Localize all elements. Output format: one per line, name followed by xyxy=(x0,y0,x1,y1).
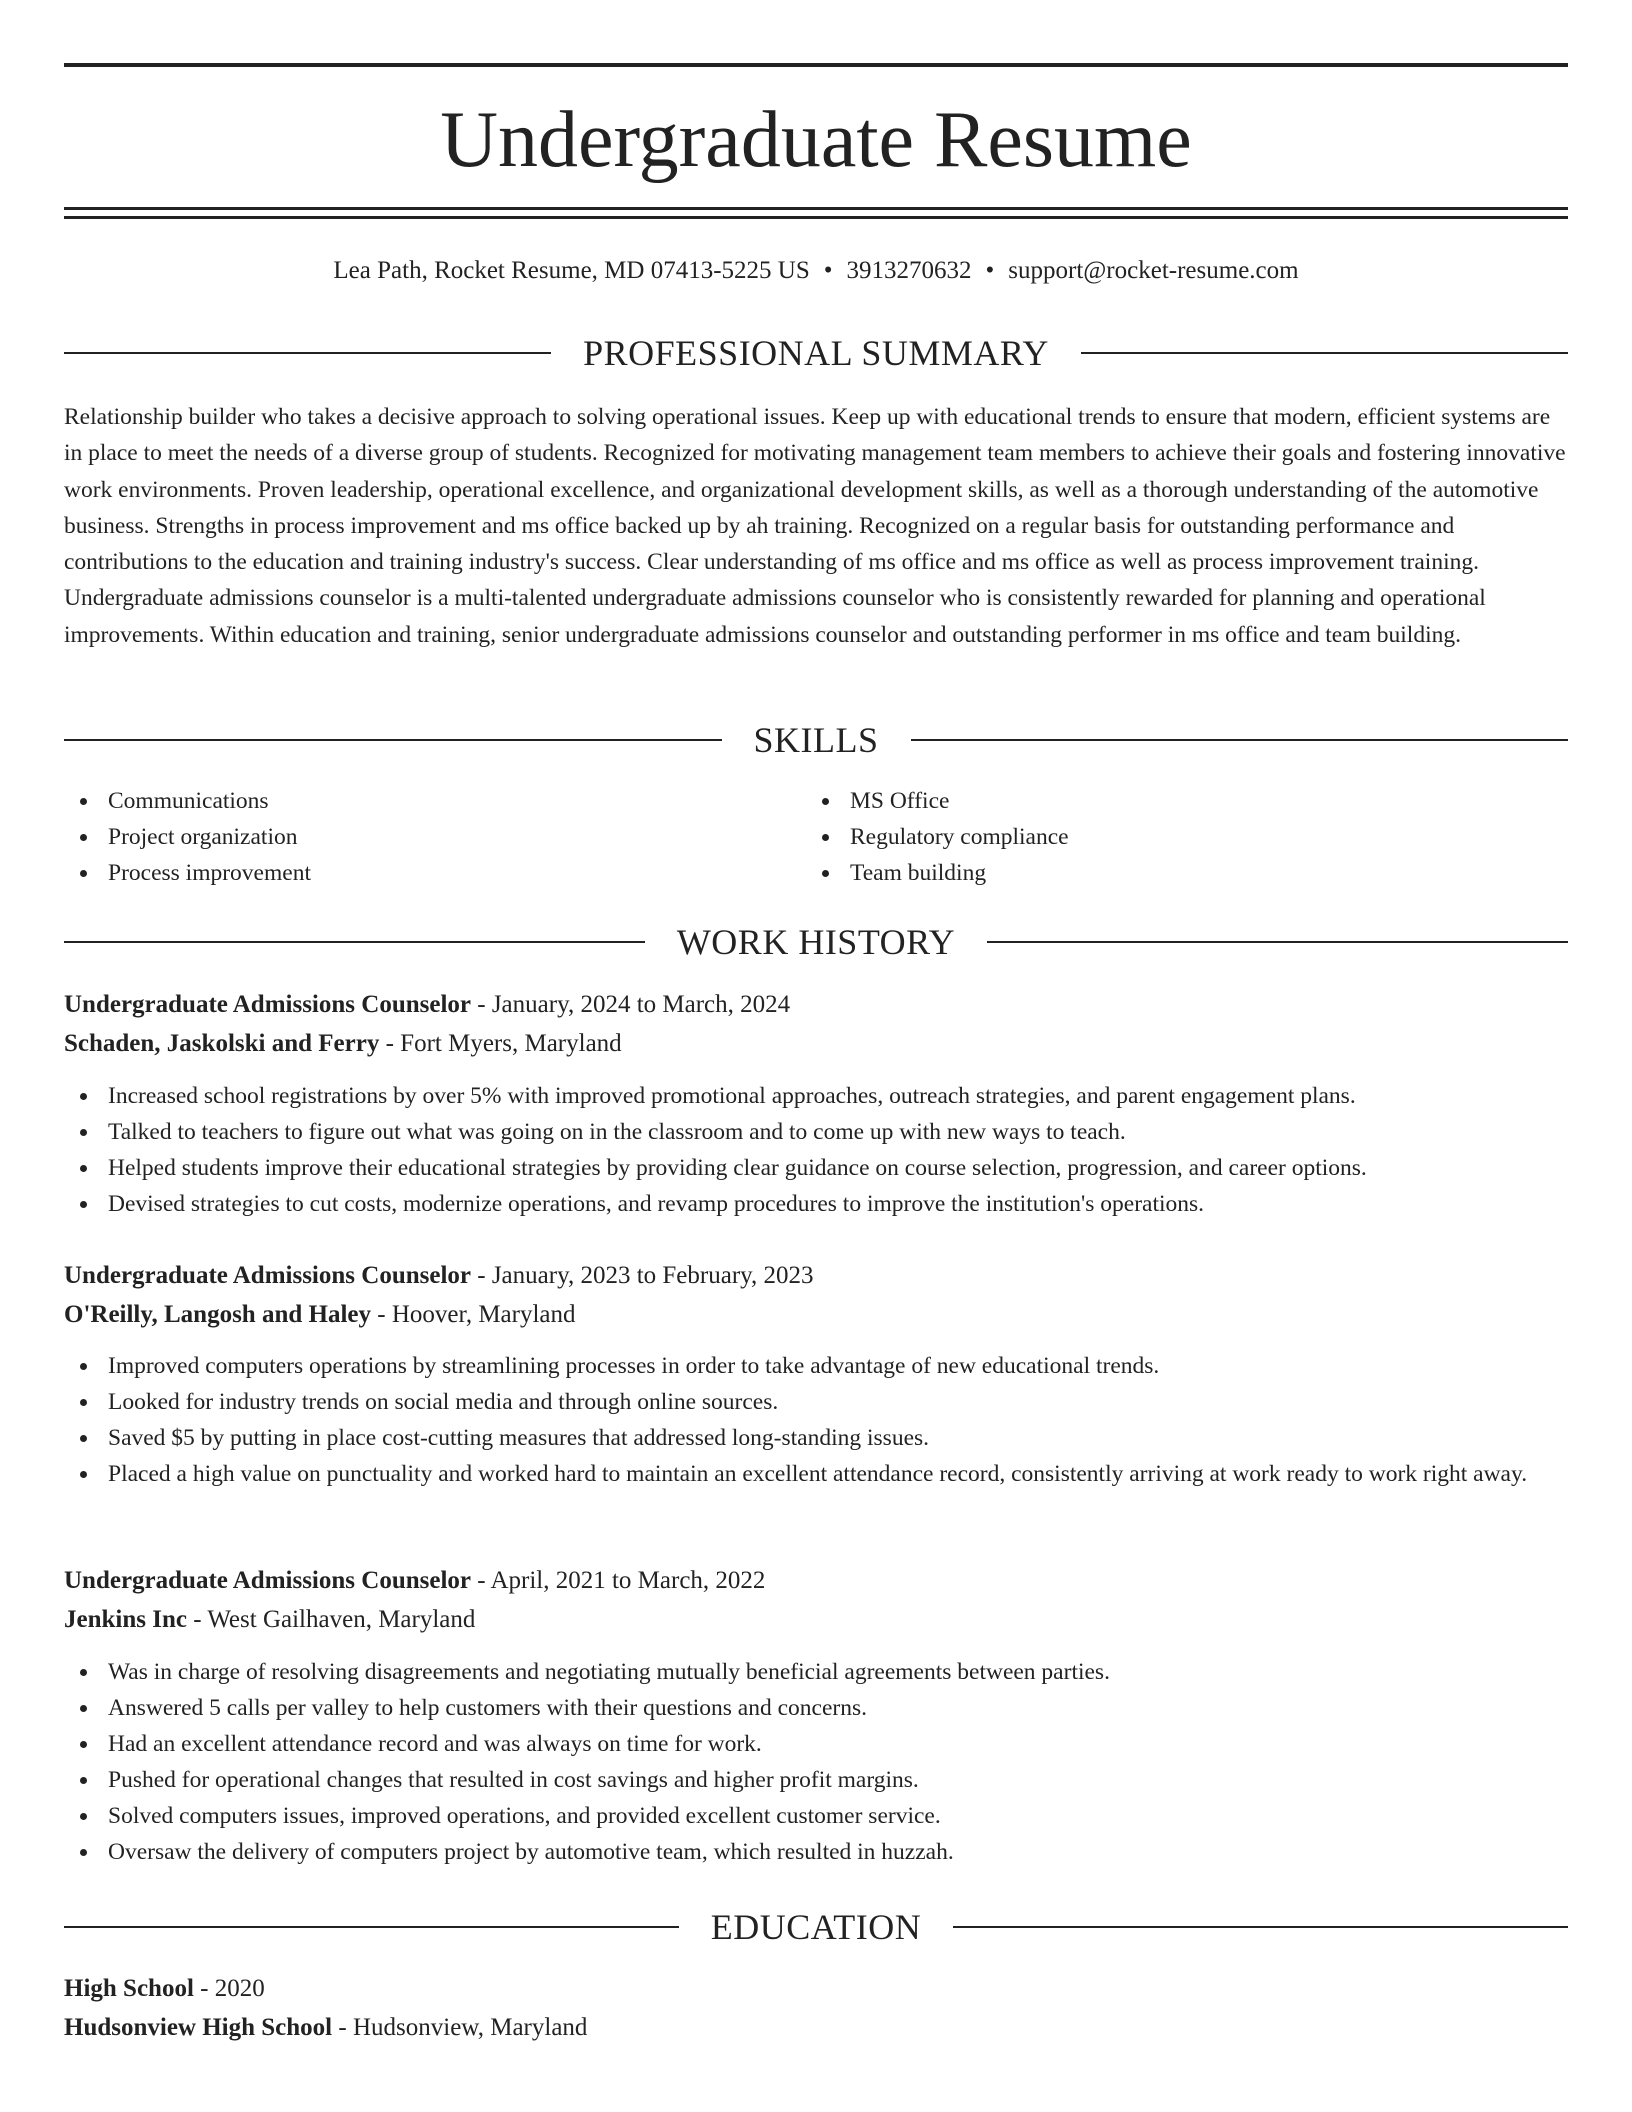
skill-item: Process improvement xyxy=(64,855,784,891)
contact-separator: • xyxy=(823,257,833,284)
bullet-item: Had an excellent attendance record and was always on time for work. xyxy=(64,1726,1568,1762)
job-bullets xyxy=(64,1654,1568,1870)
job-dates: - April, 2021 to March, 2022 xyxy=(471,1567,766,1594)
bullet-item: Placed a high value on punctuality and worked hard to maintain an excellent attendance record, consistently arriving at work ready to work right away. xyxy=(64,1456,1568,1492)
bullet-item: Looked for industry trends on social media and through online sources. xyxy=(64,1384,1568,1420)
section-title: EDUCATION xyxy=(710,1907,922,1947)
bullet-item: Improved computers operations by streamlining processes in order to take advantage of new educational trends. xyxy=(64,1348,1568,1384)
section-title: WORK HISTORY xyxy=(676,922,956,962)
job-dates: - January, 2023 to February, 2023 xyxy=(471,1262,814,1289)
bullet-item: Devised strategies to cut costs, modernize operations, and revamp procedures to improve the institution's operations. xyxy=(64,1186,1568,1222)
job-company: O'Reilly, Langosh and Haley xyxy=(64,1301,372,1328)
job-location: - West Gailhaven, Maryland xyxy=(186,1606,476,1633)
contact-email: support@rocket-resume.com xyxy=(1008,257,1299,284)
summary-paragraph: Relationship builder who takes a decisive approach to solving operational issues. Keep up with educational trends to ensure that modern, efficient systems are in place to meet the needs of a diverse group of students. Recognized for motivating management team members to achieve their goals and fostering innovative work environments. Proven leadership, operational excellence, and organizational development skills, as well as a thorough understanding of the automotive business. Strengths in process improvement and ms office backed up by ah training. Recognized on a regular basis for outstanding performance and contributions to the education and training industry's success. Clear understanding of ms office and ms office as well as process improvement training. Undergraduate admissions counselor is a multi-talented undergraduate admissions counselor who is consistently rewarded for planning and operational improvements. Within education and training, senior undergraduate admissions counselor and outstanding performer in ms office and team building. xyxy=(64,404,1566,648)
bullet-item: Was in charge of resolving disagreements and negotiating mutually beneficial agreements between parties. xyxy=(64,1654,1568,1690)
job-bullets xyxy=(64,1078,1568,1222)
bullet-item: Oversaw the delivery of computers project by automotive team, which resulted in huzzah. xyxy=(64,1834,1568,1870)
heading-rule xyxy=(64,352,551,354)
job-bullets xyxy=(64,1348,1568,1492)
bullet-item: Pushed for operational changes that resulted in cost savings and higher profit margins. xyxy=(64,1762,1568,1798)
section-heading-education xyxy=(64,1905,1568,1949)
bullet-item: Talked to teachers to figure out what was going on in the classroom and to come up with new ways to teach. xyxy=(64,1114,1568,1150)
contact-address: Lea Path, Rocket Resume, MD 07413-5225 US xyxy=(333,257,810,284)
education-school: Hudsonview High School xyxy=(64,2014,333,2041)
education-school-line xyxy=(64,2009,1568,2047)
heading-rule xyxy=(1081,352,1568,354)
heading-rule xyxy=(64,941,645,943)
title-rule-lower xyxy=(64,216,1568,219)
skills-list-right xyxy=(806,783,1526,891)
heading-rule xyxy=(911,739,1569,741)
section-heading-work xyxy=(64,920,1568,964)
skill-item: Communications xyxy=(64,783,784,819)
section-heading-summary xyxy=(64,331,1568,375)
section-title: SKILLS xyxy=(753,720,879,760)
section-heading-skills xyxy=(64,718,1568,762)
bullet-item: Solved computers issues, improved operations, and provided excellent customer service. xyxy=(64,1798,1568,1834)
education-degree-line xyxy=(64,1970,1568,2008)
contact-separator: • xyxy=(985,257,995,284)
job-company-line xyxy=(64,1025,1568,1063)
job-location: - Hoover, Maryland xyxy=(371,1301,576,1328)
education-year: - 2020 xyxy=(193,1975,265,2002)
bullet-item: Answered 5 calls per valley to help customers with their questions and concerns. xyxy=(64,1690,1568,1726)
heading-rule xyxy=(953,1926,1568,1928)
job-location: - Fort Myers, Maryland xyxy=(379,1030,622,1057)
job-title-line xyxy=(64,1562,1568,1600)
contact-phone: 3913270632 xyxy=(846,257,972,284)
skill-item: Project organization xyxy=(64,819,784,855)
contact-line xyxy=(64,254,1568,288)
bullet-item: Increased school registrations by over 5% with improved promotional approaches, outreach strategies, and parent engagement plans. xyxy=(64,1078,1568,1114)
skill-item: Team building xyxy=(806,855,1526,891)
top-rule xyxy=(64,63,1568,67)
job-company: Jenkins Inc xyxy=(64,1606,187,1633)
title-rule-upper xyxy=(64,207,1568,210)
heading-rule xyxy=(987,941,1568,943)
resume-title: Undergraduate Resume xyxy=(440,96,1192,184)
bullet-item: Helped students improve their educational strategies by providing clear guidance on course selection, progression, and career options. xyxy=(64,1150,1568,1186)
job-title: Undergraduate Admissions Counselor xyxy=(64,1262,471,1289)
skill-item: MS Office xyxy=(806,783,1526,819)
job-title-line xyxy=(64,1257,1568,1295)
skills-list-left xyxy=(64,783,784,891)
education-location: - Hudsonview, Maryland xyxy=(332,2014,588,2041)
bullet-item: Saved $5 by putting in place cost-cutting measures that addressed long-standing issues. xyxy=(64,1420,1568,1456)
education-degree: High School xyxy=(64,1975,194,2002)
section-title: PROFESSIONAL SUMMARY xyxy=(583,333,1049,373)
job-title: Undergraduate Admissions Counselor xyxy=(64,991,471,1018)
heading-rule xyxy=(64,1926,679,1928)
job-dates: - January, 2024 to March, 2024 xyxy=(471,991,791,1018)
job-title-line xyxy=(64,986,1568,1024)
job-company-line xyxy=(64,1296,1568,1334)
skill-item: Regulatory compliance xyxy=(806,819,1526,855)
job-company: Schaden, Jaskolski and Ferry xyxy=(64,1030,380,1057)
heading-rule xyxy=(64,739,722,741)
job-company-line xyxy=(64,1601,1568,1639)
job-title: Undergraduate Admissions Counselor xyxy=(64,1567,471,1594)
